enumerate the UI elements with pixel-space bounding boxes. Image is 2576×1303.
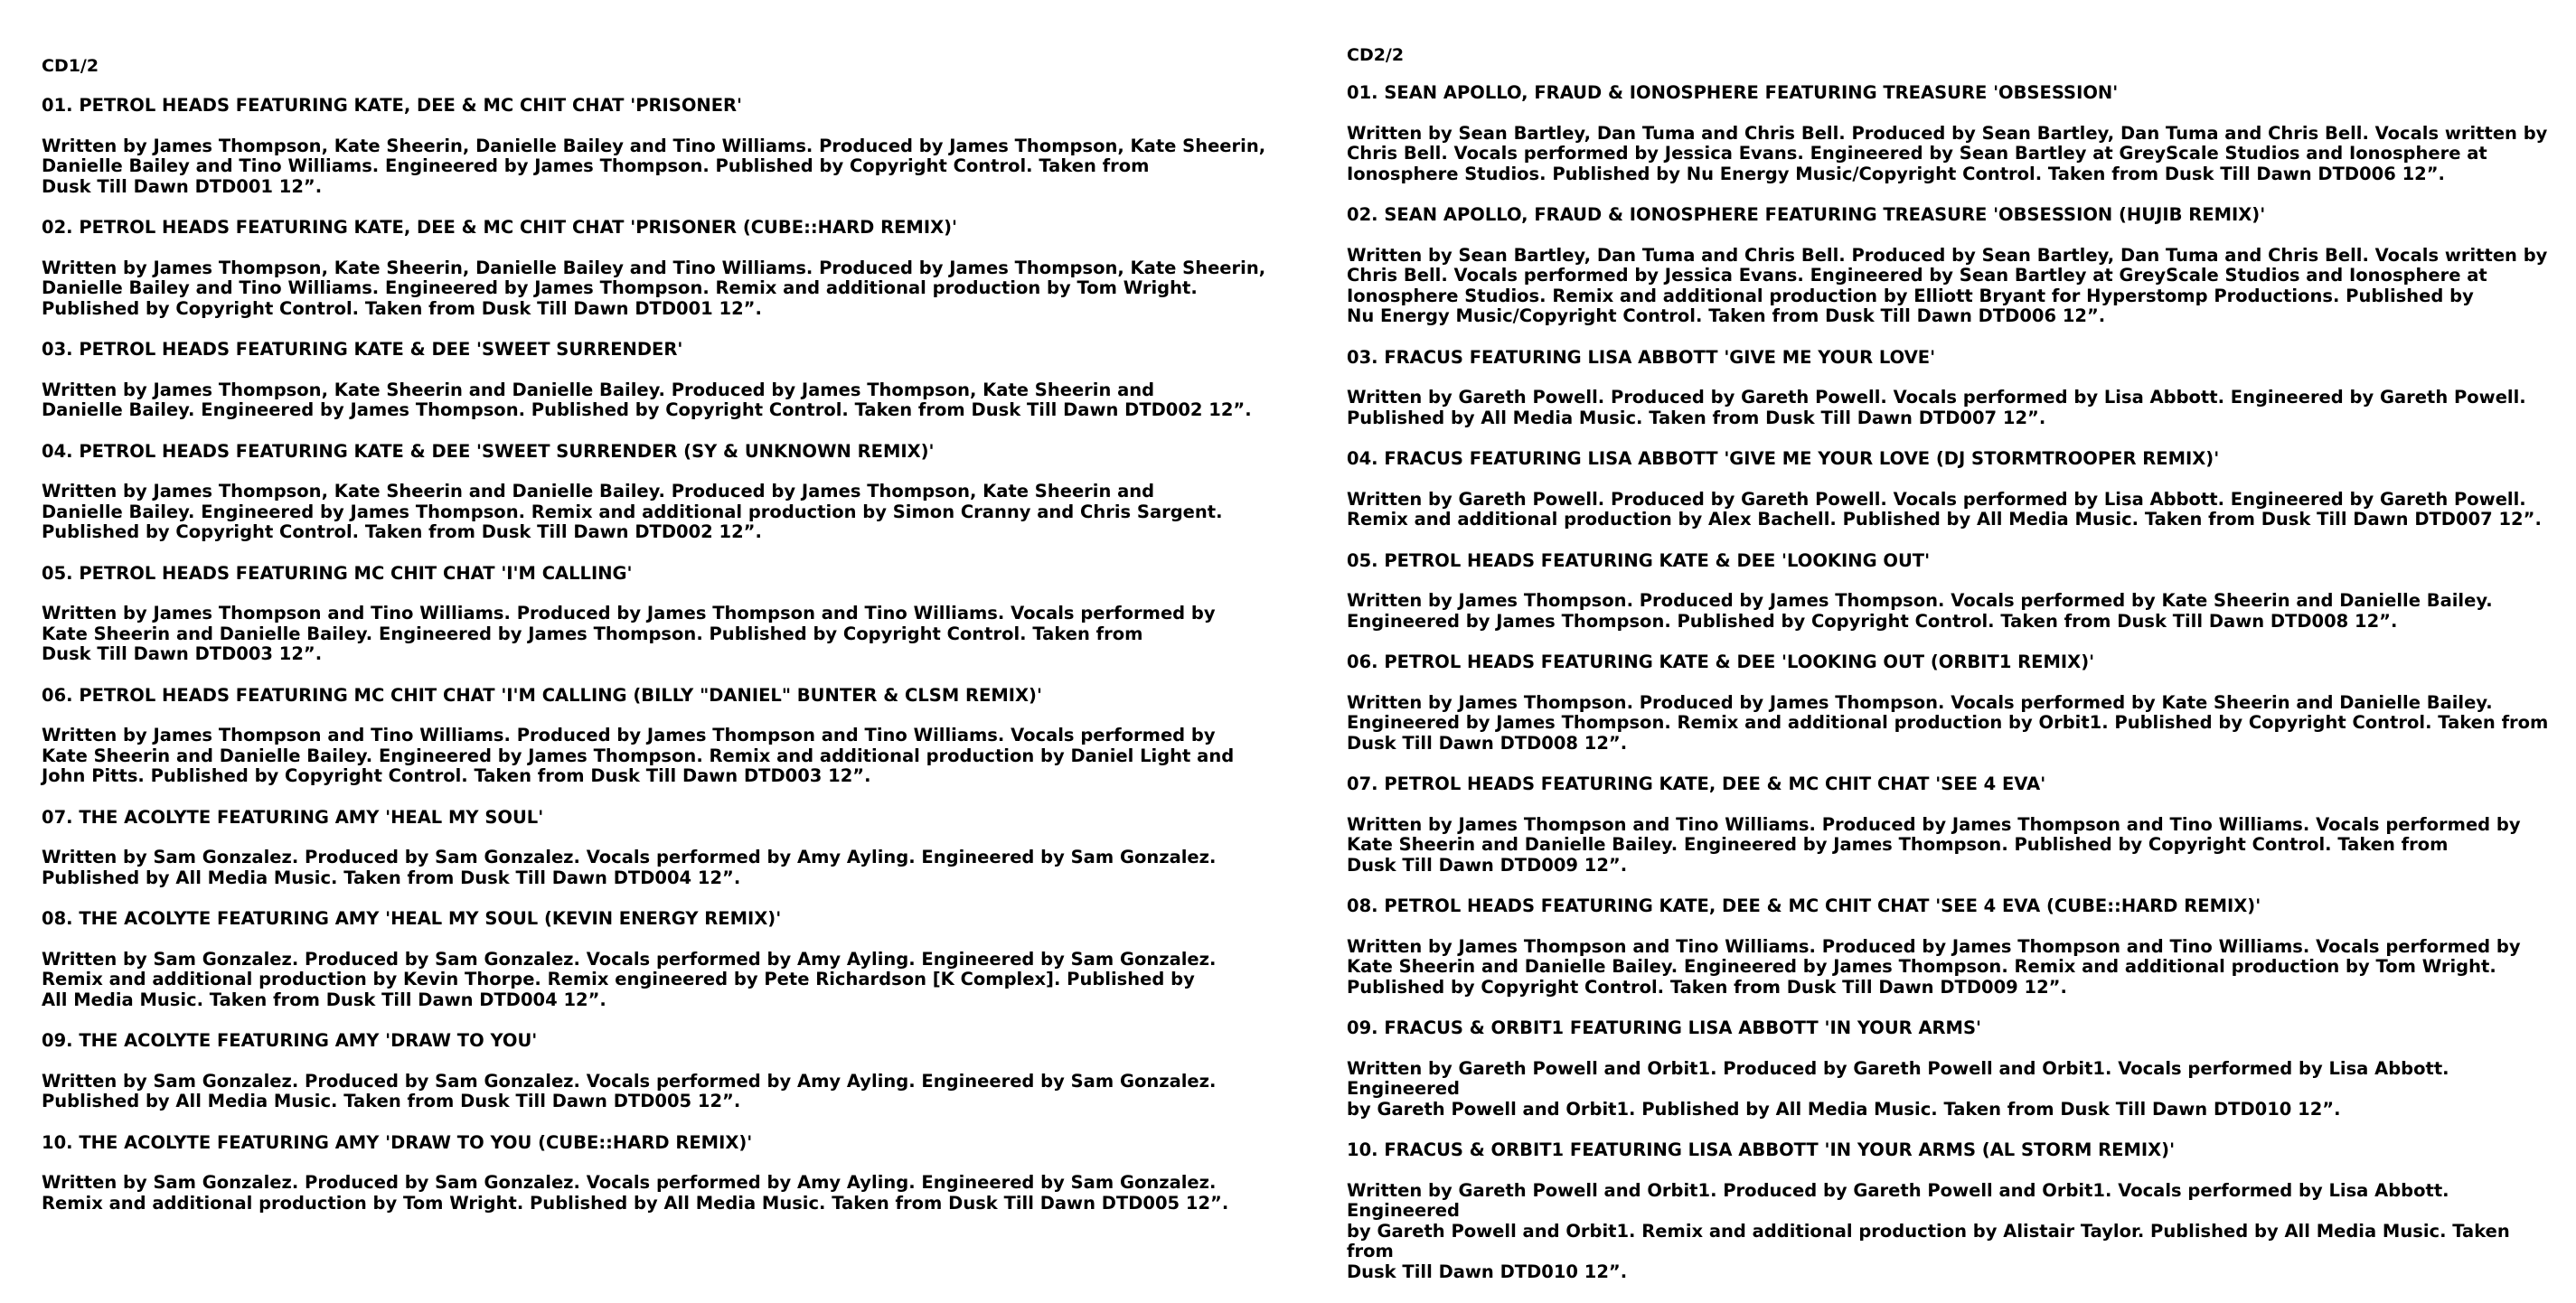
cd2-column [1347, 0, 2549, 1303]
cd2-track-02-title: 02. SEAN APOLLO, FRAUD & IONOSPHERE FEATURING TREASURE 'OBSESSION (HUJIB REMIX)' [1347, 204, 2266, 225]
cd1-track-05-title: 05. PETROL HEADS FEATURING MC CHIT CHAT 'I'M CALLING' [42, 562, 633, 584]
cd1-track-04-credits: Written by James Thompson, Kate Sheerin and Danielle Bailey. Produced by James Thompson, Kate Sheerin and Danielle Bailey. Engineered by James Thompson. Remix and additional production by Simon Cranny and Chris Sargent. Published by Copyright Control. Taken from Dusk Till Dawn DTD002 12”. [42, 481, 1223, 542]
cd2-track-04-title: 04. FRACUS FEATURING LISA ABBOTT 'GIVE ME YOUR LOVE (DJ STORMTROOPER REMIX)' [1347, 448, 2220, 469]
cd1-track-list [42, 96, 1280, 1214]
cd2-track-09-title: 09. FRACUS & ORBIT1 FEATURING LISA ABBOTT 'IN YOUR ARMS' [1347, 1017, 1981, 1038]
cd2-track-10-credits: Written by Gareth Powell and Orbit1. Produced by Gareth Powell and Orbit1. Vocals performed by Lisa Abbott. Engineered by Gareth Powell and Orbit1. Remix and additional production by Alistair Taylor. Published by All Media Music. Taken from Dusk Till Dawn DTD010 12”. [1347, 1179, 2510, 1282]
cd1-track-03-credits: Written by James Thompson, Kate Sheerin and Danielle Bailey. Produced by James Thompson, Kate Sheerin and Danielle Bailey. Engineered by James Thompson. Published by Copyright Control. Taken from Dusk Till Dawn DTD002 12”. [42, 379, 1252, 420]
cd2-track-02-credits: Written by Sean Bartley, Dan Tuma and Chris Bell. Produced by Sean Bartley, Dan Tuma and Chris Bell. Vocals written by Chris Bell. Vocals performed by Jessica Evans. Engineered by Sean Bartley at GreyScale Studios and Ionosphere at Ionosphere Studios. Remix and additional production by Elliott Bryant for Hyperstomp Productions. Published by Nu Energy Music/Copyright Control. Taken from Dusk Till Dawn DTD006 12”. [1347, 244, 2548, 326]
cd2-track-06-title: 06. PETROL HEADS FEATURING KATE & DEE 'LOOKING OUT (ORBIT1 REMIX)' [1347, 652, 2095, 672]
cd1-track-01-title: 01. PETROL HEADS FEATURING KATE, DEE & MC CHIT CHAT 'PRISONER' [42, 95, 743, 116]
cd1-track-08-credits: Written by Sam Gonzalez. Produced by Sam Gonzalez. Vocals performed by Amy Ayling. Engineered by Sam Gonzalez. Remix and additional production by Kevin Thorpe. Remix engineered by Pete Richardson [K Complex]. Published by All Media Music. Taken from Dusk Till Dawn DTD004 12”. [42, 948, 1217, 1010]
cd2-track-01-credits: Written by Sean Bartley, Dan Tuma and Chris Bell. Produced by Sean Bartley, Dan Tuma and Chris Bell. Vocals written by Chris Bell. Vocals performed by Jessica Evans. Engineered by Sean Bartley at GreyScale Studios and Ionosphere at Ionosphere Studios. Published by Nu Energy Music/Copyright Control. Taken from Dusk Till Dawn DTD006 12”. [1347, 122, 2548, 184]
cd2-track-08-title: 08. PETROL HEADS FEATURING KATE, DEE & MC CHIT CHAT 'SEE 4 EVA (CUBE::HARD REMIX)' [1347, 895, 2261, 916]
cd1-track-06-credits: Written by James Thompson and Tino Williams. Produced by James Thompson and Tino Williams. Vocals performed by Kate Sheerin and Danielle Bailey. Engineered by James Thompson. Remix and additional production by Daniel Light and John Pitts. Published by Copyright Control. Taken from Dusk Till Dawn DTD003 12”. [42, 725, 1235, 786]
cd1-track-06-title: 06. PETROL HEADS FEATURING MC CHIT CHAT 'I'M CALLING (BILLY "DANIEL" BUNTER & CLSM REMIX)' [42, 684, 1042, 706]
cd1-track-10-title: 10. THE ACOLYTE FEATURING AMY 'DRAW TO YOU (CUBE::HARD REMIX)' [42, 1131, 753, 1153]
cd1-track-04-title: 04. PETROL HEADS FEATURING KATE & DEE 'SWEET SURRENDER (SY & UNKNOWN REMIX)' [42, 440, 935, 462]
cd2-track-09-credits: Written by Gareth Powell and Orbit1. Produced by Gareth Powell and Orbit1. Vocals performed by Lisa Abbott. Engineered by Gareth Powell and Orbit1. Published by All Media Music. Taken from Dusk Till Dawn DTD010 12”. [1347, 1057, 2449, 1120]
cd1-track-02-credits: Written by James Thompson, Kate Sheerin, Danielle Bailey and Tino Williams. Produced by James Thompson, Kate Sheerin, Danielle Bailey and Tino Williams. Engineered by James Thompson. Remix and additional production by Tom Wright. Published by Copyright Control. Taken from Dusk Till Dawn DTD001 12”. [42, 257, 1266, 319]
cd1-label: CD1/2 [42, 56, 99, 76]
cd1-track-07-credits: Written by Sam Gonzalez. Produced by Sam Gonzalez. Vocals performed by Amy Ayling. Engineered by Sam Gonzalez. Published by All Media Music. Taken from Dusk Till Dawn DTD004 12”. [42, 847, 1217, 888]
cd1-track-01-credits: Written by James Thompson, Kate Sheerin, Danielle Bailey and Tino Williams. Produced by James Thompson, Kate Sheerin, Danielle Bailey and Tino Williams. Engineered by James Thompson. Published by Copyright Control. Taken from Dusk Till Dawn DTD001 12”. [42, 135, 1266, 197]
cd2-track-04-credits: Written by Gareth Powell. Produced by Gareth Powell. Vocals performed by Lisa Abbott. Engineered by Gareth Powell. Remix and additional production by Alex Bachell. Published by All Media Music. Taken from Dusk Till Dawn DTD007 12”. [1347, 488, 2542, 530]
cd1-track-02-title: 02. PETROL HEADS FEATURING KATE, DEE & MC CHIT CHAT 'PRISONER (CUBE::HARD REMIX)' [42, 217, 957, 238]
cd1-track-07-title: 07. THE ACOLYTE FEATURING AMY 'HEAL MY SOUL' [42, 806, 544, 828]
cd2-track-03-title: 03. FRACUS FEATURING LISA ABBOTT 'GIVE ME YOUR LOVE' [1347, 346, 1936, 368]
cd2-track-05-title: 05. PETROL HEADS FEATURING KATE & DEE 'LOOKING OUT' [1347, 549, 1931, 571]
cd2-track-08-credits: Written by James Thompson and Tino Williams. Produced by James Thompson and Tino Williams. Vocals performed by Kate Sheerin and Danielle Bailey. Engineered by James Thompson. Remix and additional production by Tom Wright. Published by Copyright Control. Taken from Dusk Till Dawn DTD009 12”. [1347, 935, 2521, 998]
cd1-track-10-credits: Written by Sam Gonzalez. Produced by Sam Gonzalez. Vocals performed by Amy Ayling. Engineered by Sam Gonzalez. Remix and additional production by Tom Wright. Published by All Media Music. Taken from Dusk Till Dawn DTD005 12”. [42, 1172, 1229, 1214]
cd2-track-03-credits: Written by Gareth Powell. Produced by Gareth Powell. Vocals performed by Lisa Abbott. Engineered by Gareth Powell. Published by All Media Music. Taken from Dusk Till Dawn DTD007 12”. [1347, 387, 2526, 428]
cd2-label: CD2/2 [1347, 45, 1405, 65]
cd1-track-03-title: 03. PETROL HEADS FEATURING KATE & DEE 'SWEET SURRENDER' [42, 339, 683, 360]
cd2-track-07-credits: Written by James Thompson and Tino Williams. Produced by James Thompson and Tino Williams. Vocals performed by Kate Sheerin and Danielle Bailey. Engineered by James Thompson. Published by Copyright Control. Taken from Dusk Till Dawn DTD009 12”. [1347, 813, 2521, 876]
cd2-track-01-title: 01. SEAN APOLLO, FRAUD & IONOSPHERE FEATURING TREASURE 'OBSESSION' [1347, 82, 2119, 103]
cd2-track-10-title: 10. FRACUS & ORBIT1 FEATURING LISA ABBOTT 'IN YOUR ARMS (AL STORM REMIX)' [1347, 1139, 2176, 1160]
cd2-track-06-credits: Written by James Thompson. Produced by James Thompson. Vocals performed by Kate Sheerin and Danielle Bailey. Engineered by James Thompson. Remix and additional production by Orbit1. Published by Copyright Control. Taken from Dusk Till Dawn DTD008 12”. [1347, 691, 2549, 754]
cd1-track-08-title: 08. THE ACOLYTE FEATURING AMY 'HEAL MY SOUL (KEVIN ENERGY REMIX)' [42, 908, 782, 929]
cd2-track-07-title: 07. PETROL HEADS FEATURING KATE, DEE & MC CHIT CHAT 'SEE 4 EVA' [1347, 773, 2046, 794]
cd1-track-09-credits: Written by Sam Gonzalez. Produced by Sam Gonzalez. Vocals performed by Amy Ayling. Engineered by Sam Gonzalez. Published by All Media Music. Taken from Dusk Till Dawn DTD005 12”. [42, 1070, 1217, 1111]
cd1-track-09-title: 09. THE ACOLYTE FEATURING AMY 'DRAW TO YOU' [42, 1030, 538, 1051]
cd1-column [42, 0, 1280, 1234]
cd1-track-05-credits: Written by James Thompson and Tino Williams. Produced by James Thompson and Tino Williams. Vocals performed by Kate Sheerin and Danielle Bailey. Engineered by James Thompson. Published by Copyright Control. Taken from Dusk Till Dawn DTD003 12”. [42, 603, 1216, 664]
cd2-track-list [1347, 83, 2549, 1282]
cd2-track-05-credits: Written by James Thompson. Produced by James Thompson. Vocals performed by Kate Sheerin and Danielle Bailey. Engineered by James Thompson. Published by Copyright Control. Taken from Dusk Till Dawn DTD008 12”. [1347, 590, 2493, 632]
